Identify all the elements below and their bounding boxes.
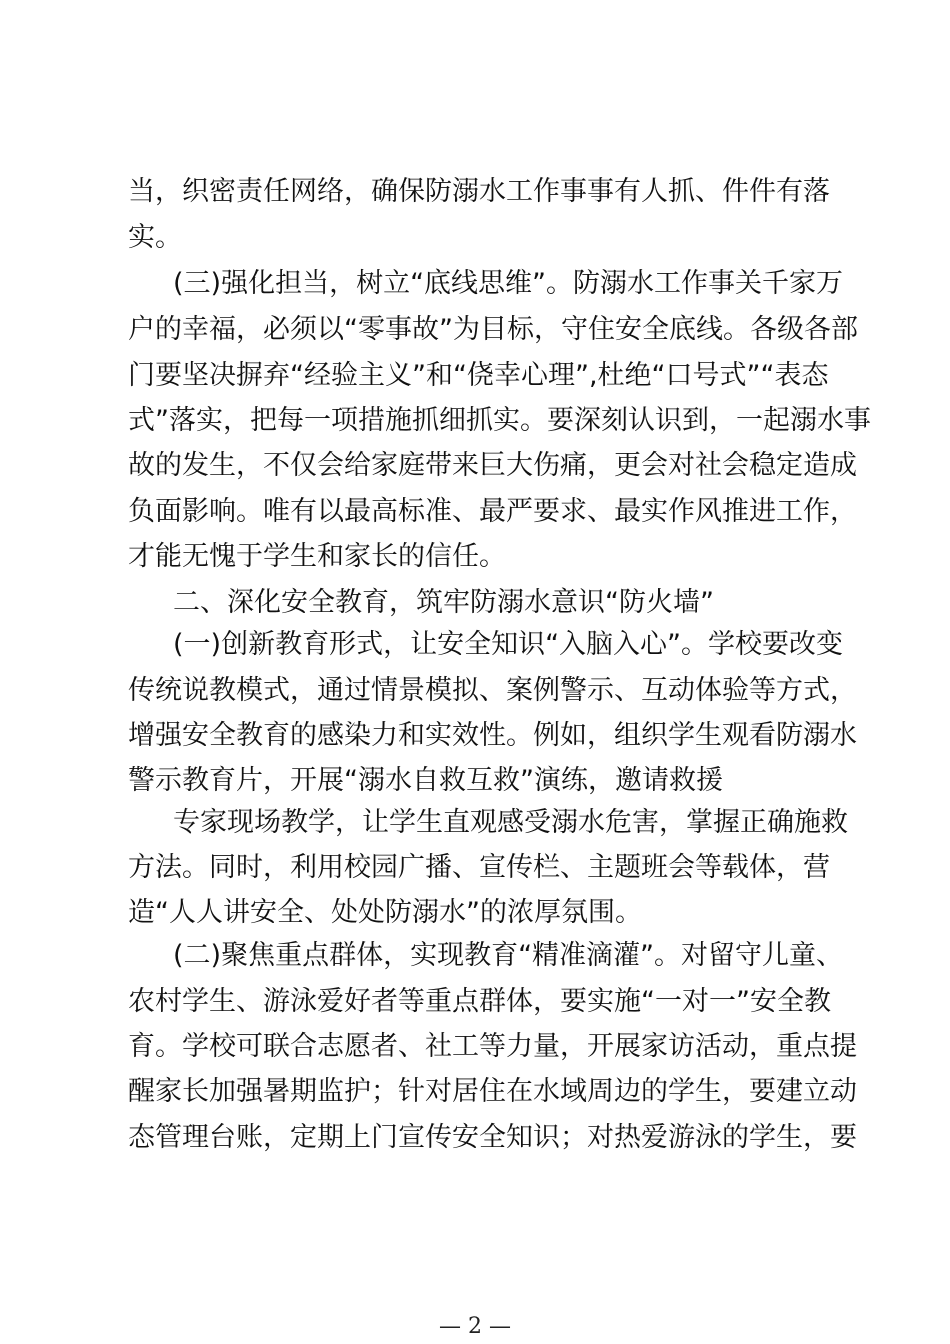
text-line: 户的幸福，必须以“零事故”为目标，守住安全底线。各级各部 (128, 314, 858, 345)
text-line: 实。 (128, 222, 182, 253)
text-line: 传统说教模式，通过情景模拟、案例警示、互动体验等方式， (128, 675, 857, 706)
text-line: 方法。同时，利用校园广播、宣传栏、主题班会等载体，营 (128, 852, 830, 883)
text-line: 增强安全教育的感染力和实效性。例如，组织学生观看防溺水 (128, 720, 857, 751)
section-heading: 二、深化安全教育，筑牢防溺水意识“防火墙” (173, 587, 714, 618)
text-line: 态管理台账，定期上门宣传安全知识；对热爱游泳的学生，要 (128, 1122, 857, 1153)
text-line: 门要坚决摒弃“经验主义”和“侥幸心理”,杜绝“口号式”“表态 (128, 360, 829, 391)
text-line: 才能无愧于学生和家长的信任。 (128, 541, 506, 572)
text-line: (二)聚焦重点群体，实现教育“精准滴灌”。对留守儿童、 (173, 940, 844, 971)
page-number: — 2 — (439, 1314, 511, 1339)
text-line: 专家现场教学，让学生直观感受溺水危害，掌握正确施救 (173, 807, 848, 838)
text-line: 式”落实，把每一项措施抓细抓实。要深刻认识到，一起溺水事 (128, 405, 871, 436)
text-line: 造“人人讲安全、处处防溺水”的浓厚氛围。 (128, 897, 642, 928)
text-line: 农村学生、游泳爱好者等重点群体，要实施“一对一”安全教 (128, 986, 831, 1017)
text-line: 警示教育片，开展“溺水自救互救”演练，邀请救援 (128, 765, 723, 796)
text-line: 育。学校可联合志愿者、社工等力量，开展家访活动，重点提 (128, 1031, 857, 1062)
text-line: 当，织密责任网络，确保防溺水工作事事有人抓、件件有落 (128, 176, 830, 207)
text-line: 醒家长加强暑期监护；针对居住在水域周边的学生，要建立动 (128, 1076, 857, 1107)
text-line: 负面影响。唯有以最高标准、最严要求、最实作风推进工作， (128, 496, 857, 527)
text-line: 故的发生，不仅会给家庭带来巨大伤痛，更会对社会稳定造成 (128, 450, 857, 481)
text-line: (一)创新教育形式，让安全知识“入脑入心”。学校要改变 (173, 629, 844, 660)
text-line: (三)强化担当，树立“底线思维”。防溺水工作事关千家万 (173, 268, 844, 299)
